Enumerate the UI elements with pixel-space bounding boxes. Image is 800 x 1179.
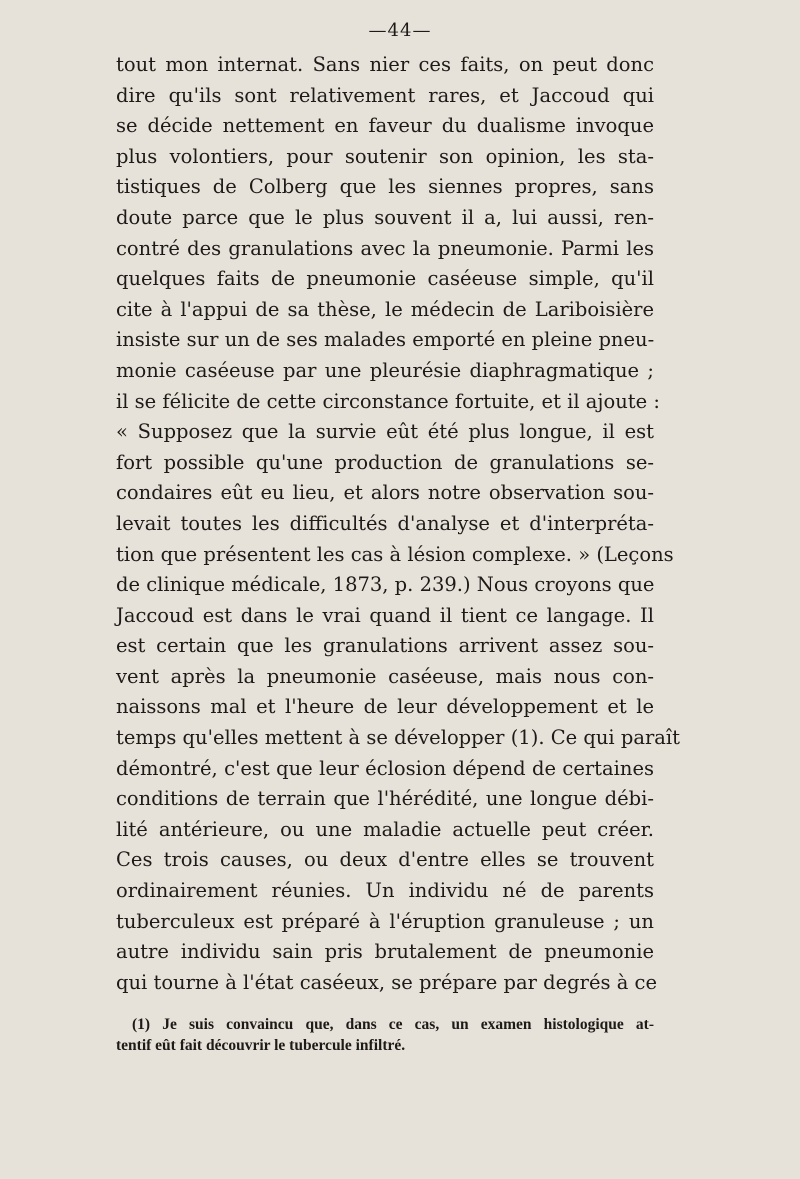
text-line: dire qu'ils sont relativement rares, et Jaccoud qui xyxy=(116,83,654,107)
text-line: Jaccoud est dans le vrai quand il tient ce langage. Il xyxy=(116,603,654,627)
text-line: fort possible qu'une production de granulations se- xyxy=(116,450,654,474)
text-line: est certain que les granulations arrivent assez sou- xyxy=(116,634,654,658)
text-line: Ces trois causes, ou deux d'entre elles se trouvent xyxy=(116,848,654,872)
text-line: condaires eût eu lieu, et alors notre observation sou- xyxy=(116,481,654,505)
text-line: tuberculeux est préparé à l'éruption granuleuse ; un xyxy=(116,909,654,933)
footnote-line: (1) Je suis convaincu que, dans ce cas, un examen histologique at- xyxy=(132,1016,654,1033)
text-line: tout mon internat. Sans nier ces faits, on peut donc xyxy=(116,53,654,76)
body-text xyxy=(116,50,680,998)
text-line: ordinairement réunies. Un individu né de parents xyxy=(116,879,654,903)
text-line: naissons mal et l'heure de leur développement et le xyxy=(116,695,654,719)
text-line: de clinique médicale, 1873, p. 239.) Nous croyons que xyxy=(116,573,655,597)
text-line: temps qu'elles mettent à se développer (1). Ce qui paraît xyxy=(116,726,680,750)
footnote xyxy=(116,1014,654,1056)
text-line: insiste sur un de ses malades emporté en pleine pneu- xyxy=(116,328,655,352)
text-line: démontré, c'est que leur éclosion dépend de certaines xyxy=(116,756,654,780)
text-line: il se félicite de cette circonstance fortuite, et il ajoute : xyxy=(116,389,660,413)
text-line: levait toutes les difficultés d'analyse et d'interpréta- xyxy=(116,511,654,535)
footnote-line: tentif eût fait découvrir le tubercule infiltré. xyxy=(116,1037,406,1054)
page-number: —44— xyxy=(368,20,432,41)
text-line: contré des granulations avec la pneumonie. Parmi les xyxy=(116,236,654,260)
text-line: tistiques de Colberg que les siennes propres, sans xyxy=(116,175,654,199)
text-line: se décide nettement en faveur du dualisme invoque xyxy=(116,114,654,138)
text-line: doute parce que le plus souvent il a, lui aussi, ren- xyxy=(116,205,654,229)
text-line: quelques faits de pneumonie caséeuse simple, qu'il xyxy=(116,267,654,291)
text-line: tion que présentent les cas à lésion complexe. » (Leçons xyxy=(116,542,674,566)
text-line: vent après la pneumonie caséeuse, mais nous con- xyxy=(116,664,654,688)
text-line: lité antérieure, ou une maladie actuelle peut créer. xyxy=(116,817,654,841)
text-line: cite à l'appui de sa thèse, le médecin de Lariboisière xyxy=(116,297,654,321)
text-line: autre individu sain pris brutalement de pneumonie xyxy=(116,940,654,964)
text-line: conditions de terrain que l'hérédité, une longue débi- xyxy=(116,787,654,811)
text-line: plus volontiers, pour soutenir son opinion, les sta- xyxy=(116,144,654,168)
text-line: « Supposez que la survie eût été plus longue, il est xyxy=(116,420,654,444)
text-line: qui tourne à l'état caséeux, se prépare par degrés à ce xyxy=(116,970,658,994)
text-line: monie caséeuse par une pleurésie diaphragmatique ; xyxy=(116,358,654,382)
